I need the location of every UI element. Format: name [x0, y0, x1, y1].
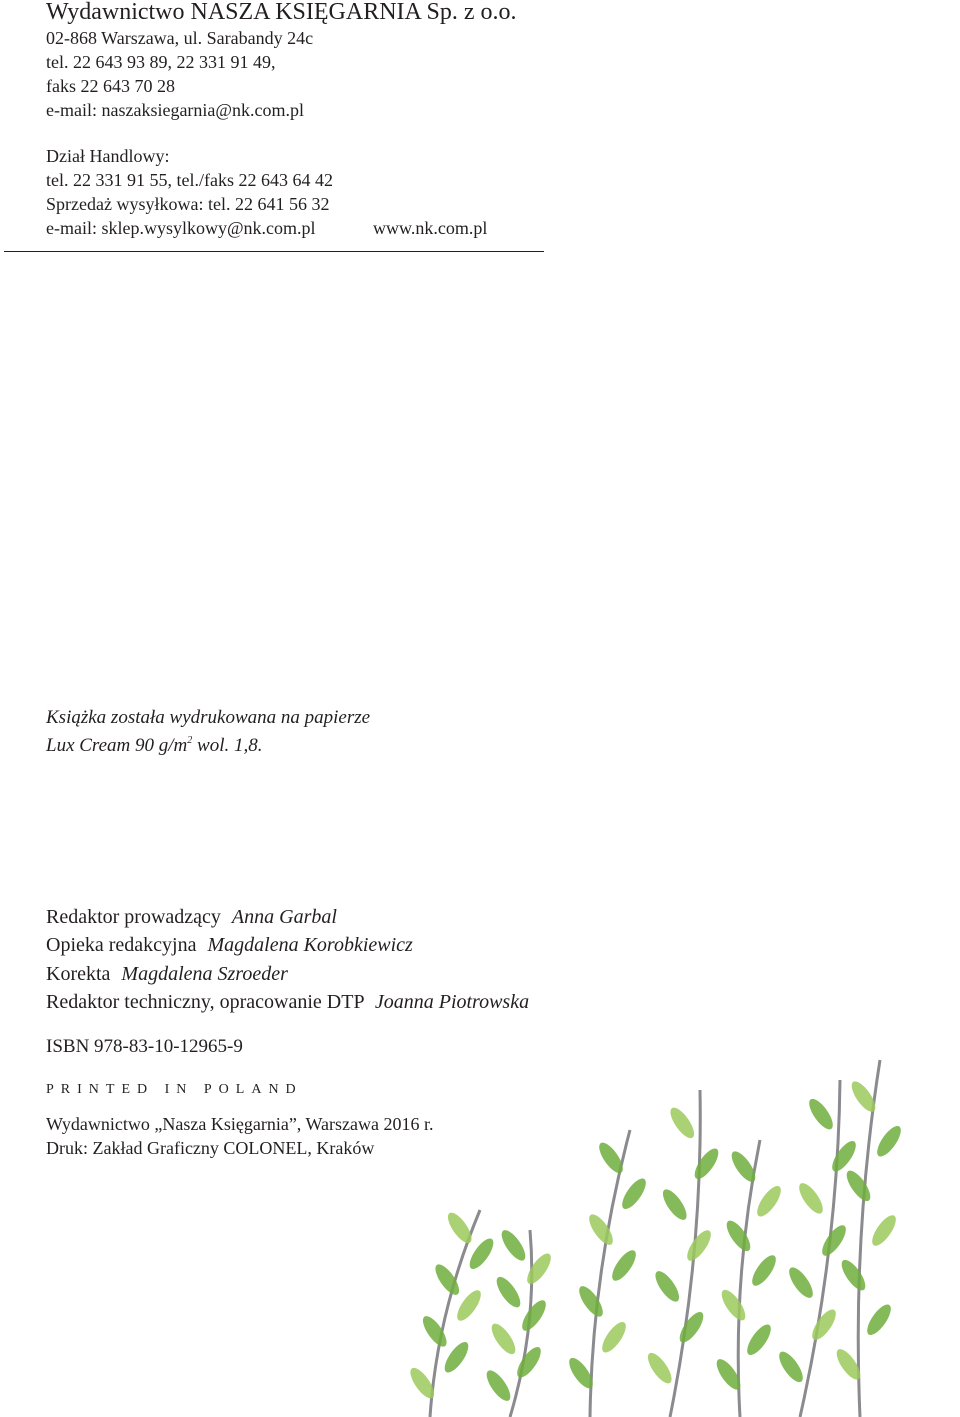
credit-line — [46, 931, 529, 959]
plant-leaf — [743, 1321, 775, 1359]
plant-leaf — [482, 1367, 514, 1405]
plant-leaf — [492, 1273, 524, 1311]
publisher-fax: faks 22 643 70 28 — [46, 76, 175, 96]
plant-leaf — [487, 1320, 519, 1358]
credit-line — [46, 903, 529, 931]
plant-stem — [430, 1210, 480, 1417]
isbn: ISBN 978-83-10-12965-9 — [46, 1036, 243, 1057]
plant-leaf — [785, 1264, 817, 1302]
plant-leaf — [868, 1212, 900, 1250]
publication-line2: Druk: Zakład Graficzny COLONEL, Kraków — [46, 1138, 375, 1158]
publisher-address: 02-868 Warszawa, ul. Sarabandy 24c — [46, 28, 314, 48]
credit-role: Korekta — [46, 962, 111, 985]
plant-leaf — [795, 1180, 827, 1218]
plant-leaf — [651, 1268, 683, 1306]
plant-leaf — [644, 1349, 676, 1387]
plant-illustration — [400, 980, 960, 1417]
sales-phone: tel. 22 331 91 55, tel./faks 22 643 64 42 — [46, 170, 333, 190]
sales-heading: Dział Handlowy: — [46, 146, 170, 166]
printed-in-poland: PRINTED IN POLAND — [46, 1082, 303, 1097]
plant-leaf — [722, 1217, 754, 1255]
shop-email: e-mail: sklep.wysylkowy@nk.com.pl — [46, 218, 316, 238]
plant-leaf — [775, 1348, 807, 1386]
plant-leaf — [690, 1145, 722, 1183]
plant-leaf — [497, 1227, 529, 1265]
plant-leaf — [518, 1297, 550, 1335]
credit-person: Anna Garbal — [231, 906, 337, 928]
plant-leaf — [873, 1122, 905, 1160]
plant-leaf — [513, 1343, 545, 1381]
divider-line — [4, 251, 544, 252]
plant-leaf — [808, 1306, 840, 1344]
publication-info — [46, 1112, 433, 1160]
plant-leaf — [618, 1175, 650, 1213]
plant-leaf — [818, 1222, 850, 1260]
plant-leaf — [675, 1308, 707, 1346]
plant-leaf — [837, 1256, 869, 1294]
paper-note — [46, 704, 370, 760]
plant-leaf — [753, 1182, 785, 1220]
plant-leaf — [828, 1137, 860, 1175]
publication-line1: Wydawnictwo „Nasza Księgarnia”, Warszawa 2016 r. — [46, 1114, 434, 1134]
plant-leaf — [748, 1252, 780, 1290]
credit-role: Opieka redakcyjna — [46, 934, 197, 957]
paper-note-line2: Lux Cream 90 $g/m^2$ wol. 1,8. — [46, 735, 263, 756]
website-link[interactable]: www.nk.com.pl — [373, 218, 488, 238]
plant-leaf — [523, 1250, 555, 1288]
plant-leaf — [444, 1209, 476, 1247]
plant-leaf — [666, 1104, 698, 1142]
credit-person: Magdalena Szroeder — [121, 962, 288, 985]
credit-person: Magdalena Korobkiewicz — [207, 934, 413, 957]
publisher-name: Wydawnictwo NASZA KSIĘGARNIA Sp. z o.o. — [46, 0, 517, 25]
plant-leaf — [683, 1227, 715, 1265]
contact-block — [46, 0, 606, 240]
plant-leaf — [659, 1186, 691, 1224]
plant-leaf — [805, 1095, 837, 1133]
credit-role: Redaktor prowadzący — [46, 906, 221, 928]
plant-leaf — [717, 1286, 749, 1324]
plant-leaf — [575, 1283, 607, 1321]
credit-role: Redaktor techniczny, opracowanie DTP — [46, 990, 364, 1013]
plant-leaf — [608, 1247, 640, 1285]
credit-person: Joanna Piotrowska — [374, 990, 530, 1013]
plant-leaf — [585, 1211, 617, 1249]
plant-leaf — [863, 1301, 895, 1339]
plant-leaf — [598, 1318, 630, 1356]
plant-leaf — [842, 1167, 874, 1205]
mail-order-phone: Sprzedaż wysyłkowa: tel. 22 641 56 32 — [46, 194, 330, 214]
publisher-phone: tel. 22 643 93 89, 22 331 91 49, — [46, 52, 276, 72]
paper-note-line1: Książka została wydrukowana na papierze — [46, 707, 371, 728]
publisher-email: e-mail: naszaksiegarnia@nk.com.pl — [46, 100, 304, 120]
